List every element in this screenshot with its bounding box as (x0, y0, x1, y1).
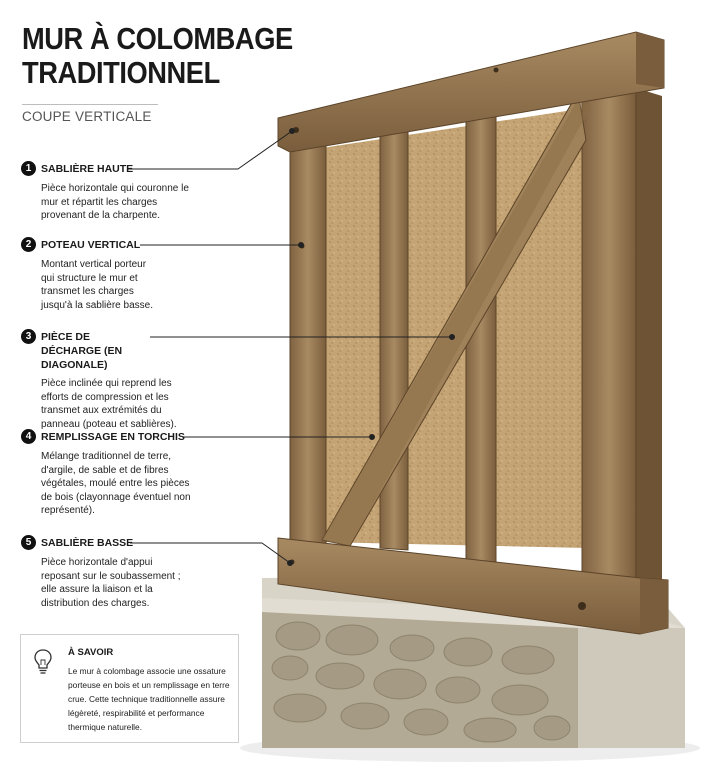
label-title: SABLIÈRE HAUTE (41, 163, 134, 175)
info-text: Le mur à colombage associe une ossature porteuse en bois et un remplissage en terre crue. Cette technique traditionnelle assure légèreté, respirabilité et performance thermique naturelle. (68, 666, 230, 732)
label-description: Pièce horizontale qui couronne le mur et répartit les charges provenant de la charpente. (41, 183, 189, 221)
label-sabliere-haute (21, 162, 211, 223)
label-number: 2 (21, 237, 36, 252)
label-description: Pièce horizontale d'appui reposant sur le soubassement ; elle assure la liaison et la distribution des charges. (41, 557, 181, 609)
label-number: 5 (21, 535, 36, 550)
title-line-2: TRADITIONNEL (22, 55, 220, 90)
label-title: SABLIÈRE BASSE (41, 537, 134, 549)
label-remplissage-torchis (21, 430, 211, 518)
left-post (290, 140, 326, 548)
label-title: POTEAU VERTICAL (41, 239, 141, 251)
label-number: 1 (21, 161, 36, 176)
label-piece-de-decharge (21, 330, 211, 431)
label-description: Mélange traditionnel de terre, d'argile, de sable et de fibres végétales, moulé entre les pièces de bois (clayonnage éventuel non représenté). (41, 451, 191, 516)
label-poteau-vertical (21, 238, 211, 312)
subtitle: COUPE VERTICALE (22, 104, 158, 124)
label-description: Montant vertical porteur qui structure le mur et transmet les charges jusqu'à la sablière basse. (41, 259, 153, 311)
info-box (20, 634, 239, 743)
frame-side (636, 88, 662, 590)
title-line-1: MUR À COLOMBAGE (22, 21, 293, 56)
label-description: Pièce inclinée qui reprend les efforts de compression et les transmet aux extrémités du panneau (poteau et sablières). (41, 378, 177, 430)
label-title: REMPLISSAGE EN TORCHIS (41, 431, 185, 443)
label-title: PIÈCE DE DÉCHARGE (EN DIAGONALE) (41, 331, 123, 371)
label-sabliere-basse (21, 536, 211, 610)
right-post (582, 88, 636, 580)
label-number: 4 (21, 429, 36, 444)
lightbulb-icon (33, 648, 53, 676)
info-title: À SAVOIR (68, 647, 114, 658)
label-number: 3 (21, 329, 36, 344)
